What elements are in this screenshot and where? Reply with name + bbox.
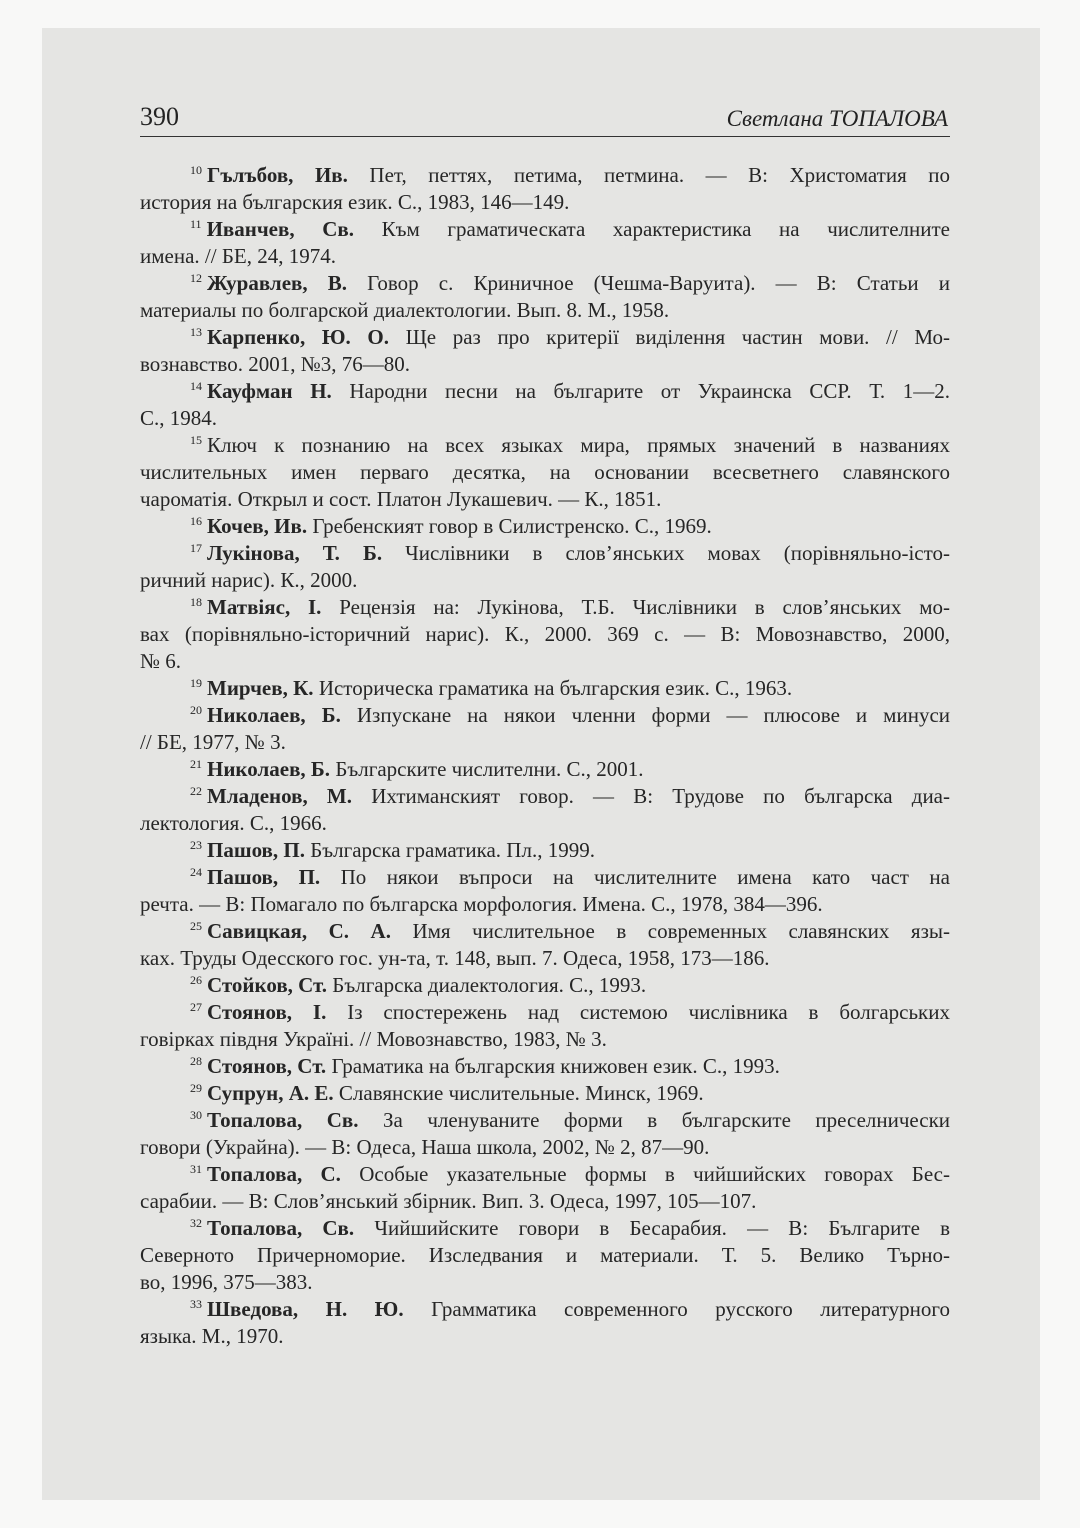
reference-text: № 6. — [140, 649, 182, 673]
footnote-number: 31 — [190, 1162, 202, 1176]
reference-text: имена. // БЕ, 24, 1974. — [140, 244, 336, 268]
reference-entry — [140, 324, 950, 378]
reference-text: языка. М., 1970. — [140, 1324, 284, 1348]
reference-line — [140, 1026, 950, 1053]
reference-text: По някои въпроси на числителните имена като част на — [340, 865, 950, 889]
reference-entry — [140, 594, 950, 675]
footnote-number: 30 — [190, 1108, 202, 1122]
reference-author: Супрун, А. Е. — [207, 1081, 334, 1105]
page-number: 390 — [140, 102, 179, 131]
reference-entry — [140, 513, 950, 540]
reference-text: За членуваните форми в българските преселнически — [383, 1108, 951, 1132]
reference-line — [140, 594, 950, 621]
footnote-number: 25 — [190, 919, 202, 933]
reference-entry — [140, 675, 950, 702]
footnote-number: 19 — [190, 676, 202, 690]
reference-text: Ще раз про критерії виділення частин мови. // Мо- — [405, 325, 950, 349]
reference-text: Із спостережень над системою числівника в болгарських — [347, 1000, 950, 1024]
footnote-number: 15 — [190, 433, 202, 447]
reference-entry — [140, 378, 950, 432]
reference-line — [140, 162, 950, 189]
reference-line — [140, 1242, 950, 1269]
reference-line — [140, 351, 950, 378]
footnote-number: 23 — [190, 838, 202, 852]
reference-entry — [140, 1161, 950, 1215]
footnote-number: 29 — [190, 1081, 202, 1095]
reference-author: Лукінова, Т. Б. — [207, 541, 383, 565]
footnote-number: 32 — [190, 1216, 202, 1230]
reference-line — [140, 405, 950, 432]
reference-line — [140, 1107, 950, 1134]
reference-text: говірках півдня Україні. // Мовознавство, 1983, № 3. — [140, 1027, 607, 1051]
reference-author: Пашов, П. — [207, 838, 305, 862]
reference-author: Топалова, С. — [207, 1162, 341, 1186]
footnote-number: 17 — [190, 541, 202, 555]
reference-line — [140, 648, 950, 675]
reference-text: вах (порівняльно-історичний нарис). К., 2000. 369 с. — В: Мовознавство, 2000, — [140, 622, 950, 646]
reference-author: Шведова, Н. Ю. — [207, 1297, 404, 1321]
footnote-number: 10 — [190, 163, 202, 177]
reference-text: лектология. С., 1966. — [140, 811, 327, 835]
reference-author: Николаев, Б. — [207, 703, 341, 727]
reference-text: числительных имен перваго десятка, на основании всесветнего славянского — [140, 460, 950, 484]
reference-text: Изпускане на някои членни форми — плюсове и минуси — [356, 703, 950, 727]
reference-line — [140, 513, 950, 540]
reference-line — [140, 1053, 950, 1080]
reference-text: Славянские числительные. Минск, 1969. — [338, 1081, 704, 1105]
reference-text: С., 1984. — [140, 406, 218, 430]
reference-line — [140, 1296, 950, 1323]
footnote-number: 12 — [190, 271, 202, 285]
reference-entry — [140, 1296, 950, 1350]
reference-author: Стоянов, Ст. — [207, 1054, 327, 1078]
reference-entry — [140, 216, 950, 270]
reference-line — [140, 486, 950, 513]
reference-author: Гълъбов, Ив. — [207, 163, 348, 187]
reference-author: Топалова, Св. — [207, 1216, 355, 1240]
running-title: Светлана ТОПАЛОВА — [726, 106, 948, 131]
footnote-number: 26 — [190, 973, 202, 987]
footnote-number: 21 — [190, 757, 202, 771]
reference-text: ричний нарис). К., 2000. — [140, 568, 358, 592]
reference-entry — [140, 918, 950, 972]
reference-author: Кочев, Ив. — [207, 514, 308, 538]
reference-text: // БЕ, 1977, № 3. — [140, 730, 286, 754]
reference-entry — [140, 1107, 950, 1161]
reference-entry — [140, 783, 950, 837]
reference-entry — [140, 432, 950, 513]
reference-line — [140, 945, 950, 972]
reference-entry — [140, 270, 950, 324]
reference-author: Журавлев, В. — [207, 271, 347, 295]
reference-author: Стойков, Ст. — [207, 973, 328, 997]
reference-entry — [140, 864, 950, 918]
reference-line — [140, 756, 950, 783]
footnote-number: 24 — [190, 865, 202, 879]
reference-text: Числівники в слов’янських мовах (порівняльно-істо- — [405, 541, 951, 565]
reference-text: Особые указательные формы в чийшийских говорах Бес- — [359, 1162, 950, 1186]
reference-line — [140, 1215, 950, 1242]
reference-line — [140, 297, 950, 324]
reference-author: Кауфман Н. — [207, 379, 332, 403]
reference-line — [140, 1323, 950, 1350]
reference-line — [140, 270, 950, 297]
reference-entry — [140, 999, 950, 1053]
reference-line — [140, 1161, 950, 1188]
footnote-number: 11 — [190, 217, 202, 231]
reference-text: Българска граматика. Пл., 1999. — [310, 838, 595, 862]
reference-text: ках. Труды Одесского гос. ун-та, т. 148, вып. 7. Одеса, 1958, 173—186. — [140, 946, 770, 970]
reference-line — [140, 432, 950, 459]
reference-entry — [140, 837, 950, 864]
reference-entry — [140, 756, 950, 783]
footnote-number: 13 — [190, 325, 202, 339]
reference-line — [140, 918, 950, 945]
reference-entry — [140, 702, 950, 756]
reference-author: Стоянов, І. — [207, 1000, 327, 1024]
footnote-number: 28 — [190, 1054, 202, 1068]
reference-text: история на българския език. С., 1983, 146—149. — [140, 190, 570, 214]
reference-author: Иванчев, Св. — [206, 217, 354, 241]
reference-line — [140, 972, 950, 999]
reference-text: Чийшийските говори в Бесарабия. — В: Българите в — [374, 1216, 951, 1240]
reference-list — [140, 162, 950, 1350]
reference-text: Грамматика современного русского литературного — [431, 1297, 951, 1321]
reference-entry — [140, 162, 950, 216]
reference-line — [140, 540, 950, 567]
reference-author: Пашов, П. — [207, 865, 321, 889]
reference-text: Граматика на българския книжовен език. С., 1993. — [331, 1054, 780, 1078]
footnote-number: 33 — [190, 1297, 202, 1311]
reference-author: Николаев, Б. — [207, 757, 331, 781]
reference-line — [140, 810, 950, 837]
reference-entry — [140, 1053, 950, 1080]
reference-text: Народни песни на българите от Украинска ССР. Т. 1—2. — [349, 379, 950, 403]
reference-line — [140, 378, 950, 405]
footnote-number: 18 — [190, 595, 202, 609]
reference-author: Савицкая, С. А. — [207, 919, 391, 943]
reference-text: говори (Украйна). — В: Одеса, Наша школа, 2002, № 2, 87—90. — [140, 1135, 710, 1159]
reference-text: чароматія. Открыл и сост. Платон Лукашевич. — К., 1851. — [140, 487, 662, 511]
reference-line — [140, 567, 950, 594]
reference-text: речта. — В: Помагало по българска морфология. Имена. С., 1978, 384—396. — [140, 892, 823, 916]
header-rule — [140, 136, 950, 137]
reference-line — [140, 324, 950, 351]
reference-line — [140, 1269, 950, 1296]
footnote-number: 14 — [190, 379, 202, 393]
reference-line — [140, 216, 950, 243]
reference-text: во, 1996, 375—383. — [140, 1270, 313, 1294]
reference-line — [140, 999, 950, 1026]
reference-text: Пет, петтях, петима, петмина. — В: Христоматия по — [369, 163, 950, 187]
reference-text: Към граматическата характеристика на числителните — [381, 217, 950, 241]
reference-entry — [140, 1215, 950, 1296]
reference-text: Северното Причерноморие. Изследвания и материали. Т. 5. Велико Търно- — [140, 1243, 950, 1267]
reference-line — [140, 729, 950, 756]
reference-text: сарабии. — В: Слов’янський збірник. Вип. 3. Одеса, 1997, 105—107. — [140, 1189, 757, 1213]
reference-line — [140, 459, 950, 486]
reference-line — [140, 1080, 950, 1107]
reference-line — [140, 837, 950, 864]
reference-author: Младенов, М. — [207, 784, 352, 808]
reference-author: Топалова, Св. — [207, 1108, 359, 1132]
reference-text: материалы по болгарской диалектологии. Вып. 8. М., 1958. — [140, 298, 670, 322]
footnote-number: 22 — [190, 784, 202, 798]
footnote-number: 20 — [190, 703, 202, 717]
reference-text: Българските числителни. С., 2001. — [335, 757, 644, 781]
reference-line — [140, 702, 950, 729]
reference-author: Карпенко, Ю. О. — [207, 325, 389, 349]
reference-line — [140, 1134, 950, 1161]
reference-text: Говор с. Криничное (Чешма-Варуита). — В: Статьи и — [367, 271, 951, 295]
reference-entry — [140, 540, 950, 594]
reference-line — [140, 189, 950, 216]
reference-line — [140, 864, 950, 891]
reference-entry — [140, 1080, 950, 1107]
footnote-number: 27 — [190, 1000, 202, 1014]
reference-text: Гребенският говор в Силистренско. С., 1969. — [312, 514, 712, 538]
reference-line — [140, 1188, 950, 1215]
reference-text: Имя числительное в современных славянских язы- — [412, 919, 950, 943]
reference-text: вознавство. 2001, №3, 76—80. — [140, 352, 410, 376]
reference-author: Мирчев, К. — [207, 676, 314, 700]
reference-line — [140, 621, 950, 648]
reference-line — [140, 243, 950, 270]
reference-text: Българска диалектология. С., 1993. — [332, 973, 647, 997]
footnote-number: 16 — [190, 514, 202, 528]
reference-line — [140, 891, 950, 918]
reference-line — [140, 783, 950, 810]
reference-text: Ключ к познанию на всех языках мира, прямых значений в названиях — [207, 433, 950, 457]
reference-line — [140, 675, 950, 702]
reference-author: Матвіяс, І. — [207, 595, 322, 619]
reference-text: Ихтиманският говор. — В: Трудове по българска диа- — [371, 784, 951, 808]
reference-text: Рецензія на: Лукінова, Т.Б. Числівники в слов’янських мо- — [339, 595, 950, 619]
reference-text: Историческа граматика на българския език. С., 1963. — [318, 676, 793, 700]
reference-entry — [140, 972, 950, 999]
